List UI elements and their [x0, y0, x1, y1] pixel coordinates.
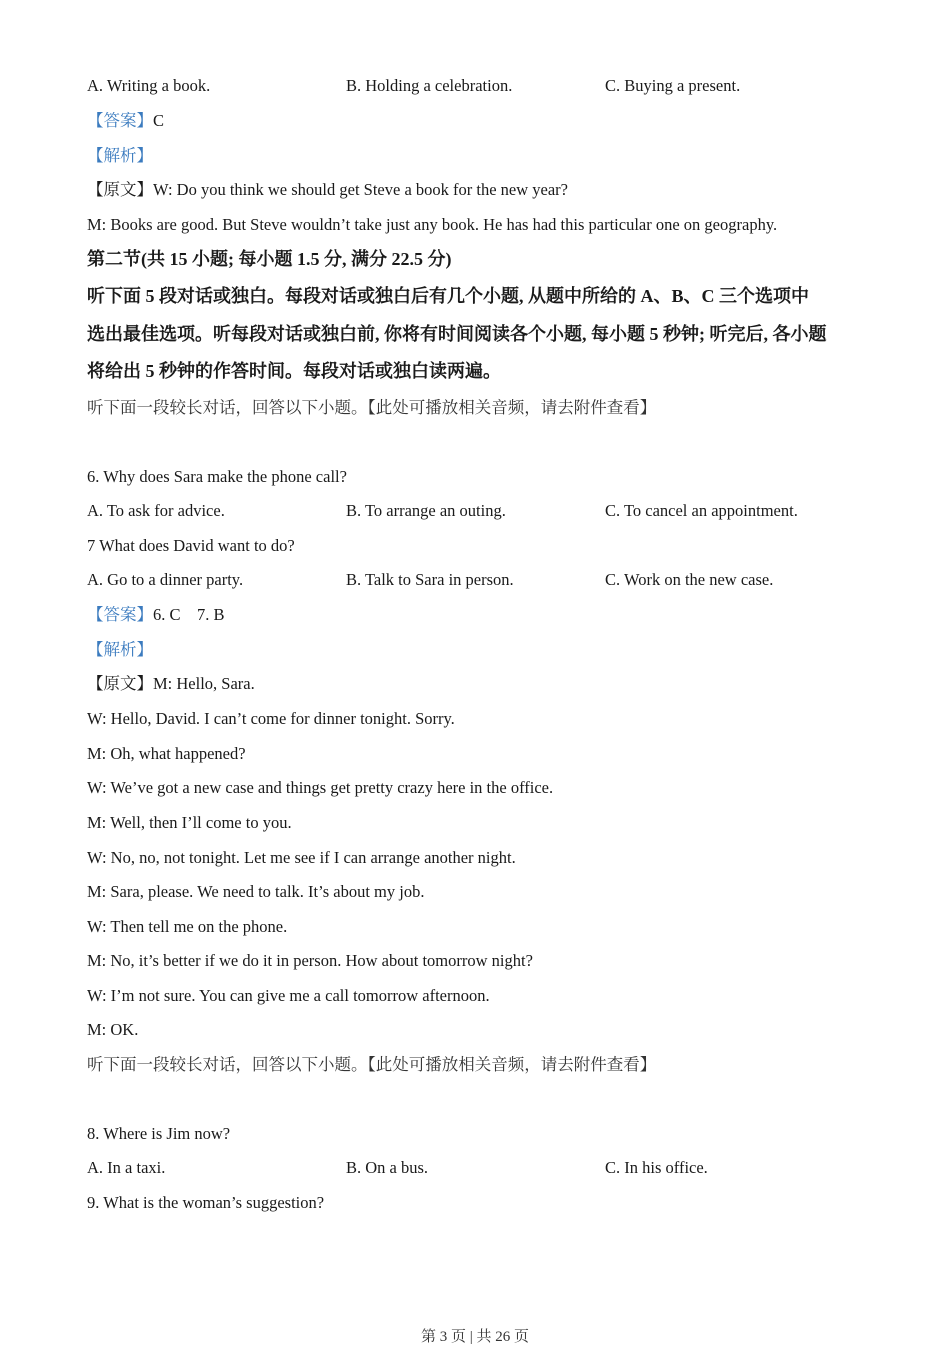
q67-answer: 【答案】6. C 7. B	[87, 605, 225, 624]
q8-option-a: A. In a taxi.	[87, 1158, 166, 1177]
transcript-line: W: I’m not sure. You can give me a call tomorrow afternoon.	[87, 986, 490, 1005]
analysis-label: 【解析】	[87, 640, 153, 659]
audio-note: 听下面一段较长对话，回答以下小题。【此处可播放相关音频，请去附件查看】	[87, 1055, 657, 1074]
q7-option-c: C. Work on the new case.	[605, 570, 774, 589]
transcript-line: M: Well, then I’ll come to you.	[87, 813, 292, 832]
q5-option-c: C. Buying a present.	[605, 76, 741, 95]
transcript-line: M: OK.	[87, 1020, 139, 1039]
q8-option-c: C. In his office.	[605, 1158, 708, 1177]
question-stem: 7 What does David want to do?	[87, 536, 295, 555]
transcript-line: W: Then tell me on the phone.	[87, 917, 288, 936]
transcript-line: W: We’ve got a new case and things get pretty crazy here in the office.	[87, 778, 554, 797]
audio-note: 听下面一段较长对话，回答以下小题。【此处可播放相关音频，请去附件查看】	[87, 398, 657, 417]
q6-option-c: C. To cancel an appointment.	[605, 501, 798, 520]
instructions-line: 将给出 5 秒钟的作答时间。每段对话或独白读两遍。	[87, 361, 501, 381]
question-stem: 9. What is the woman’s suggestion?	[87, 1193, 325, 1212]
transcript-line: M: Books are good. But Steve wouldn’t take just any book. He has had this particular one on geography.	[87, 215, 778, 234]
q7-option-a: A. Go to a dinner party.	[87, 570, 244, 589]
question-stem: 6. Why does Sara make the phone call?	[87, 467, 347, 486]
q6-option-b: B. To arrange an outing.	[346, 501, 506, 520]
question-stem: 8. Where is Jim now?	[87, 1124, 231, 1143]
transcript-line: 【原文】M: Hello, Sara.	[87, 674, 255, 693]
analysis-label: 【解析】	[87, 146, 153, 165]
instructions-line: 听下面 5 段对话或独白。每段对话或独白后有几个小题, 从题中所给的 A、B、C 三个选项中	[87, 286, 810, 306]
transcript-line: M: Oh, what happened?	[87, 744, 246, 763]
transcript-line: 【原文】W: Do you think we should get Steve a book for the new year?	[87, 180, 568, 199]
page-footer: 第 3 页 | 共 26 页	[420, 1329, 529, 1345]
transcript-line: M: No, it’s better if we do it in person. How about tomorrow night?	[87, 951, 533, 970]
instructions-line: 选出最佳选项。听每段对话或独白前, 你将有时间阅读各个小题, 每小题 5 秒钟; 听完后, 各小题	[87, 324, 827, 344]
transcript-line: M: Sara, please. We need to talk. It’s about my job.	[87, 882, 425, 901]
q7-option-b: B. Talk to Sara in person.	[346, 570, 514, 589]
q5-answer: 【答案】C	[87, 111, 165, 130]
q6-option-a: A. To ask for advice.	[87, 501, 225, 520]
section-title: 第二节(共 15 小题; 每小题 1.5 分, 满分 22.5 分)	[87, 249, 452, 269]
answer-label: 【答案】	[87, 111, 153, 130]
transcript-line: W: Hello, David. I can’t come for dinner tonight. Sorry.	[87, 709, 455, 728]
q5-option-a: A. Writing a book.	[87, 76, 211, 95]
transcript-line: W: No, no, not tonight. Let me see if I can arrange another night.	[87, 848, 516, 867]
q5-option-b: B. Holding a celebration.	[346, 76, 513, 95]
q8-option-b: B. On a bus.	[346, 1158, 429, 1177]
